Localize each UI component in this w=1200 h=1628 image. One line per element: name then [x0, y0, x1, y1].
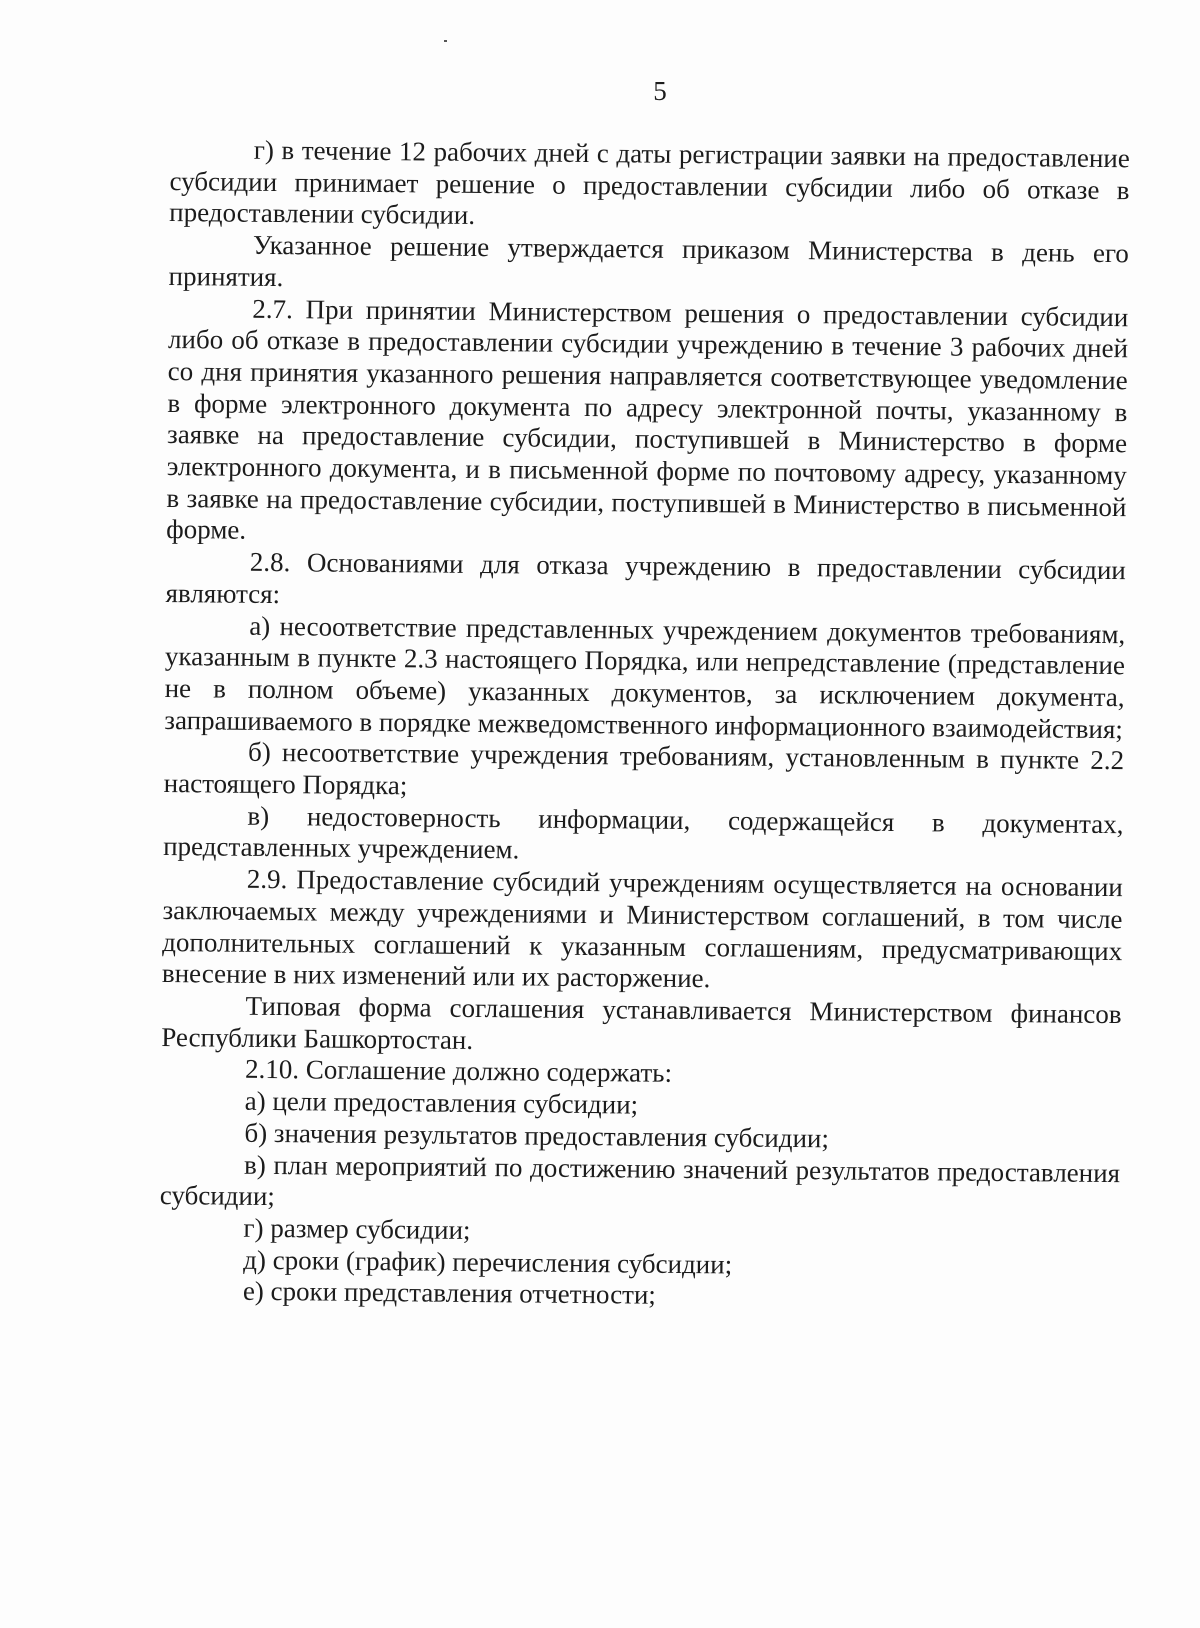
list-item-b: б) значения результатов предоставления субсидии; [244, 1117, 830, 1154]
paragraph-2-9: 2.9. Предоставление субсидий учреждениям осуществляется на основании заключаемых между учреждениями и Министерством соглашений, в том числе дополнительных соглашений к указанным соглашениям, предусматривающих внесение в них изменений или их расторжение. [161, 863, 1123, 994]
paragraph-2-8-b: б) несоответствие учреждения требованиям, установленным в пункте 2.2 настоящего Порядка; [163, 737, 1125, 801]
list-item-v: в) план мероприятий по достижению значений результатов предоставления субсидии; [159, 1149, 1121, 1212]
scan-speck [444, 40, 447, 42]
list-item-e: е) сроки представления отчетности; [242, 1276, 657, 1311]
list-item-g: г) размер субсидии; [243, 1212, 471, 1245]
page-number: 5 [653, 76, 667, 106]
paragraph-2-7: 2.7. При принятии Министерством решения о предоставлении субсидии либо об отказе в предоставлении субсидии учреждению в течение 3 рабочих дней со дня принятия указанного решения направляется соответствующее уведомление в форме электронного документа по адресу электронной почты, указанному в заявке на предоставление субсидии, поступившей в Министерство в форме электронного документа, и в письменной форме по почтовому адресу, указанному в заявке на предоставление субсидии, поступившей в Министерство в письменной форме. [166, 293, 1129, 546]
list-item-d: д) сроки (график) перечисления субсидии; [243, 1244, 733, 1280]
paragraph-standard-form: Типовая форма соглашения устанавливается Министерством финансов Республики Башкортостан. [161, 990, 1122, 1055]
document-body [159, 134, 1130, 1316]
paragraph-2-8: 2.8. Основаниями для отказа учреждению в предоставлении субсидии являются: [165, 546, 1126, 609]
paragraph-2-8-a: а) несоответствие представленных учреждением документов требованиям, указанным в пункте 2.3 настоящего Порядка, или непредставление (представление не в полном объеме) указанных документов, за исключением документа, запрашиваемого в порядке межведомственного информационного взаимодействия; [164, 610, 1126, 744]
paragraph-item-g-decision: г) в течение 12 рабочих дней с даты регистрации заявки на предоставление субсидии принимает решение о предоставлении субсидии либо об отказе в предоставлении субсидии. [169, 134, 1130, 231]
list-item-a: а) цели предоставления субсидии; [244, 1085, 639, 1120]
paragraph-decision-approval: Указанное решение утверждается приказом Министерства в день его принятия. [168, 229, 1130, 292]
paragraph-2-8-v: в) недостоверность информации, содержащейся в документах, представленных учреждением. [163, 800, 1124, 865]
paragraph-2-10: 2.10. Соглашение должно содержать: [244, 1054, 673, 1089]
